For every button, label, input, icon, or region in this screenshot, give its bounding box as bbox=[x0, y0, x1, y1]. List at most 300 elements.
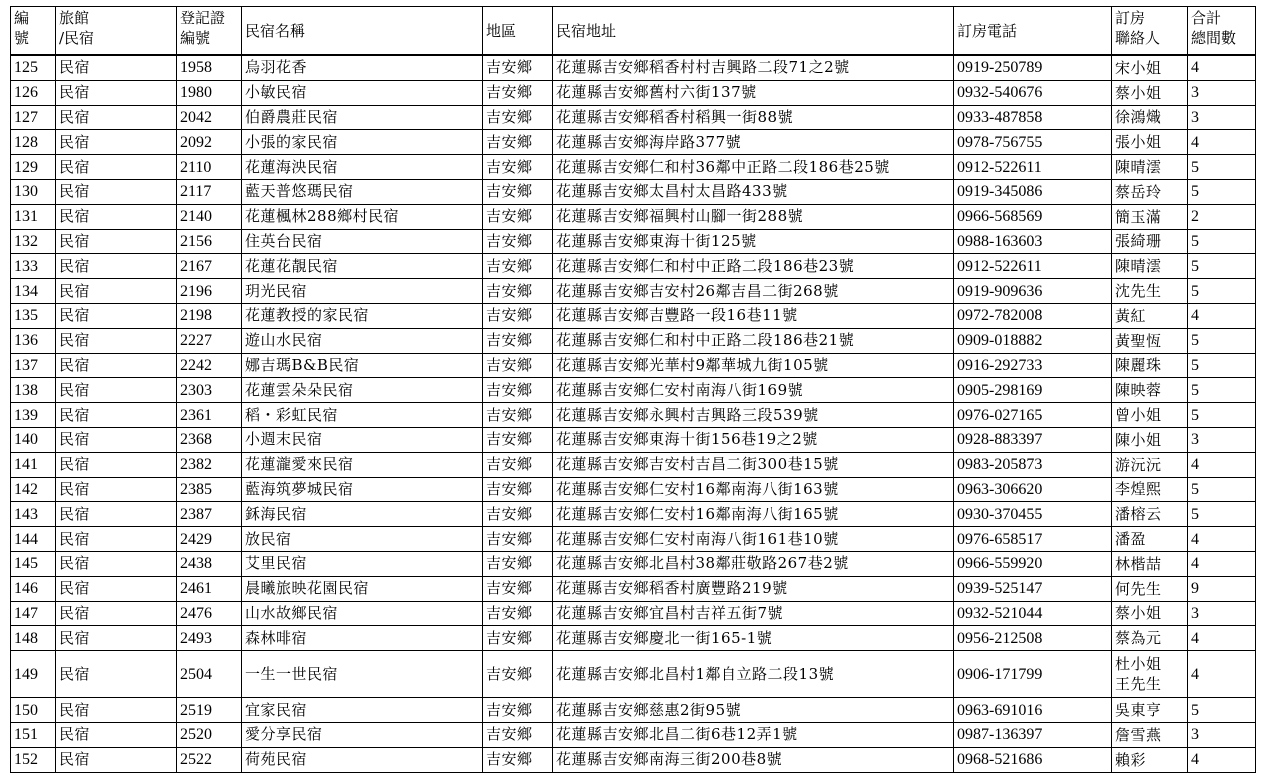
table-row bbox=[11, 403, 1256, 428]
cell-address: 花蓮縣吉安鄉稻香村村吉興路二段71之2號 bbox=[553, 55, 954, 80]
cell-address: 花蓮縣吉安鄉宜昌村吉祥五街7號 bbox=[553, 601, 954, 626]
cell-reg: 2156 bbox=[177, 229, 242, 254]
cell-reg: 2110 bbox=[177, 155, 242, 180]
cell-address: 花蓮縣吉安鄉仁和村中正路二段186巷23號 bbox=[553, 254, 954, 279]
cell-type: 民宿 bbox=[56, 576, 177, 601]
contact-name: 吳東亨 bbox=[1115, 701, 1162, 720]
cell-no: 140 bbox=[11, 427, 56, 452]
header-row bbox=[11, 7, 1256, 56]
cell-type: 民宿 bbox=[56, 527, 177, 552]
cell-rooms: 3 bbox=[1188, 105, 1256, 130]
header-address: 民宿地址 bbox=[553, 7, 954, 56]
cell-name: 花蓮海泱民宿 bbox=[242, 155, 483, 180]
cell-no: 129 bbox=[11, 155, 56, 180]
cell-name: 花蓮花靚民宿 bbox=[242, 254, 483, 279]
cell-name: 住英台民宿 bbox=[242, 229, 483, 254]
header-no: 編 號 bbox=[11, 7, 56, 56]
cell-reg: 2519 bbox=[177, 698, 242, 723]
contact-name: 李煌熙 bbox=[1115, 480, 1162, 499]
cell-reg: 2520 bbox=[177, 722, 242, 747]
cell-no: 126 bbox=[11, 80, 56, 105]
cell-contact bbox=[1112, 698, 1188, 723]
cell-name: 小週末民宿 bbox=[242, 427, 483, 452]
header-name: 民宿名稱 bbox=[242, 7, 483, 56]
cell-area: 吉安鄉 bbox=[483, 502, 553, 527]
cell-area: 吉安鄉 bbox=[483, 452, 553, 477]
contact-name: 徐鴻熾 bbox=[1115, 108, 1162, 127]
cell-name: 花蓮瀧愛來民宿 bbox=[242, 452, 483, 477]
cell-contact bbox=[1112, 155, 1188, 180]
cell-area: 吉安鄉 bbox=[483, 698, 553, 723]
cell-area: 吉安鄉 bbox=[483, 204, 553, 229]
cell-reg: 1980 bbox=[177, 80, 242, 105]
cell-contact bbox=[1112, 328, 1188, 353]
cell-reg: 2198 bbox=[177, 303, 242, 328]
cell-area: 吉安鄉 bbox=[483, 105, 553, 130]
cell-rooms: 9 bbox=[1188, 576, 1256, 601]
table-row bbox=[11, 427, 1256, 452]
table-row bbox=[11, 80, 1256, 105]
cell-area: 吉安鄉 bbox=[483, 179, 553, 204]
cell-phone: 0978-756755 bbox=[954, 130, 1112, 155]
cell-type: 民宿 bbox=[56, 722, 177, 747]
cell-phone: 0919-250789 bbox=[954, 55, 1112, 80]
cell-contact bbox=[1112, 452, 1188, 477]
cell-area: 吉安鄉 bbox=[483, 403, 553, 428]
cell-rooms: 5 bbox=[1188, 229, 1256, 254]
cell-phone: 0906-171799 bbox=[954, 651, 1112, 698]
cell-area: 吉安鄉 bbox=[483, 155, 553, 180]
cell-contact bbox=[1112, 204, 1188, 229]
cell-area: 吉安鄉 bbox=[483, 130, 553, 155]
cell-contact bbox=[1112, 105, 1188, 130]
cell-type: 民宿 bbox=[56, 747, 177, 772]
cell-reg: 2385 bbox=[177, 477, 242, 502]
contact-name: 黃紅 bbox=[1115, 306, 1147, 325]
table-row bbox=[11, 254, 1256, 279]
cell-reg: 2167 bbox=[177, 254, 242, 279]
table-row bbox=[11, 576, 1256, 601]
header-area: 地區 bbox=[483, 7, 553, 56]
table-row bbox=[11, 502, 1256, 527]
cell-reg: 2042 bbox=[177, 105, 242, 130]
cell-rooms: 5 bbox=[1188, 403, 1256, 428]
cell-type: 民宿 bbox=[56, 179, 177, 204]
cell-contact bbox=[1112, 477, 1188, 502]
cell-phone: 0912-522611 bbox=[954, 155, 1112, 180]
cell-reg: 2140 bbox=[177, 204, 242, 229]
cell-rooms: 5 bbox=[1188, 378, 1256, 403]
cell-name: 鉌海民宿 bbox=[242, 502, 483, 527]
cell-area: 吉安鄉 bbox=[483, 328, 553, 353]
cell-reg: 2092 bbox=[177, 130, 242, 155]
cell-address: 花蓮縣吉安鄉仁安村南海八街169號 bbox=[553, 378, 954, 403]
table-row bbox=[11, 55, 1256, 80]
cell-no: 128 bbox=[11, 130, 56, 155]
cell-type: 民宿 bbox=[56, 55, 177, 80]
cell-rooms: 4 bbox=[1188, 527, 1256, 552]
cell-phone: 0919-909636 bbox=[954, 279, 1112, 304]
cell-contact bbox=[1112, 576, 1188, 601]
cell-rooms: 5 bbox=[1188, 155, 1256, 180]
cell-rooms: 5 bbox=[1188, 179, 1256, 204]
cell-rooms: 5 bbox=[1188, 698, 1256, 723]
cell-no: 134 bbox=[11, 279, 56, 304]
cell-address: 花蓮縣吉安鄉仁安村16鄰南海八街165號 bbox=[553, 502, 954, 527]
cell-contact bbox=[1112, 601, 1188, 626]
cell-type: 民宿 bbox=[56, 477, 177, 502]
cell-name: 藍天普悠瑪民宿 bbox=[242, 179, 483, 204]
cell-no: 149 bbox=[11, 651, 56, 698]
cell-phone: 0916-292733 bbox=[954, 353, 1112, 378]
header-reg: 登記證 編號 bbox=[177, 7, 242, 56]
contact-name: 蔡小姐 bbox=[1115, 604, 1162, 623]
cell-name: 森林啡宿 bbox=[242, 626, 483, 651]
cell-address: 花蓮縣吉安鄉南海三街200巷8號 bbox=[553, 747, 954, 772]
cell-area: 吉安鄉 bbox=[483, 254, 553, 279]
cell-type: 民宿 bbox=[56, 204, 177, 229]
cell-phone: 0976-658517 bbox=[954, 527, 1112, 552]
cell-reg: 2303 bbox=[177, 378, 242, 403]
cell-area: 吉安鄉 bbox=[483, 378, 553, 403]
cell-reg: 2382 bbox=[177, 452, 242, 477]
cell-name: 荷苑民宿 bbox=[242, 747, 483, 772]
cell-contact bbox=[1112, 747, 1188, 772]
cell-phone: 0930-370455 bbox=[954, 502, 1112, 527]
cell-contact bbox=[1112, 130, 1188, 155]
cell-phone: 0988-163603 bbox=[954, 229, 1112, 254]
cell-name: 花蓮教授的家民宿 bbox=[242, 303, 483, 328]
cell-rooms: 5 bbox=[1188, 254, 1256, 279]
cell-name: 宜家民宿 bbox=[242, 698, 483, 723]
cell-address: 花蓮縣吉安鄉太昌村太昌路433號 bbox=[553, 179, 954, 204]
cell-contact bbox=[1112, 651, 1188, 698]
cell-name: 遊山水民宿 bbox=[242, 328, 483, 353]
cell-address: 花蓮縣吉安鄉慶北一街165-1號 bbox=[553, 626, 954, 651]
contact-name: 張綺珊 bbox=[1115, 232, 1162, 251]
contact-name: 張小姐 bbox=[1115, 133, 1162, 152]
cell-phone: 0933-487858 bbox=[954, 105, 1112, 130]
table-row bbox=[11, 651, 1256, 698]
cell-address: 花蓮縣吉安鄉稻香村稻興一街88號 bbox=[553, 105, 954, 130]
contact-name: 何先生 bbox=[1115, 579, 1162, 598]
cell-rooms: 3 bbox=[1188, 80, 1256, 105]
cell-phone: 0939-525147 bbox=[954, 576, 1112, 601]
table-row bbox=[11, 105, 1256, 130]
cell-no: 152 bbox=[11, 747, 56, 772]
table-row bbox=[11, 527, 1256, 552]
cell-address: 花蓮縣吉安鄉仁和村36鄰中正路二段186巷25號 bbox=[553, 155, 954, 180]
table-row bbox=[11, 279, 1256, 304]
cell-no: 133 bbox=[11, 254, 56, 279]
cell-type: 民宿 bbox=[56, 80, 177, 105]
cell-phone: 0928-883397 bbox=[954, 427, 1112, 452]
header-phone: 訂房電話 bbox=[954, 7, 1112, 56]
contact-name: 陳晴澐 bbox=[1115, 257, 1162, 276]
cell-phone: 0912-522611 bbox=[954, 254, 1112, 279]
cell-rooms: 4 bbox=[1188, 55, 1256, 80]
cell-reg: 2461 bbox=[177, 576, 242, 601]
cell-area: 吉安鄉 bbox=[483, 601, 553, 626]
cell-reg: 2368 bbox=[177, 427, 242, 452]
cell-no: 138 bbox=[11, 378, 56, 403]
cell-no: 135 bbox=[11, 303, 56, 328]
cell-reg: 2117 bbox=[177, 179, 242, 204]
cell-rooms: 5 bbox=[1188, 328, 1256, 353]
cell-address: 花蓮縣吉安鄉海岸路377號 bbox=[553, 130, 954, 155]
cell-address: 花蓮縣吉安鄉光華村9鄰華城九街105號 bbox=[553, 353, 954, 378]
header-type: 旅館 /民宿 bbox=[56, 7, 177, 56]
cell-area: 吉安鄉 bbox=[483, 303, 553, 328]
cell-address: 花蓮縣吉安鄉吉安村吉昌二街300巷15號 bbox=[553, 452, 954, 477]
cell-reg: 2196 bbox=[177, 279, 242, 304]
table-row bbox=[11, 155, 1256, 180]
table-row bbox=[11, 747, 1256, 772]
table-row bbox=[11, 179, 1256, 204]
cell-phone: 0956-212508 bbox=[954, 626, 1112, 651]
cell-rooms: 4 bbox=[1188, 747, 1256, 772]
cell-no: 147 bbox=[11, 601, 56, 626]
contact-name: 陳映蓉 bbox=[1115, 381, 1162, 400]
cell-reg: 2387 bbox=[177, 502, 242, 527]
contact-name: 黃聖恆 bbox=[1115, 331, 1162, 350]
cell-type: 民宿 bbox=[56, 254, 177, 279]
cell-rooms: 4 bbox=[1188, 452, 1256, 477]
cell-contact bbox=[1112, 427, 1188, 452]
cell-reg: 2493 bbox=[177, 626, 242, 651]
cell-address: 花蓮縣吉安鄉仁安村16鄰南海八街163號 bbox=[553, 477, 954, 502]
cell-address: 花蓮縣吉安鄉東海十街156巷19之2號 bbox=[553, 427, 954, 452]
cell-contact bbox=[1112, 353, 1188, 378]
cell-contact bbox=[1112, 179, 1188, 204]
table-row bbox=[11, 722, 1256, 747]
cell-area: 吉安鄉 bbox=[483, 477, 553, 502]
cell-type: 民宿 bbox=[56, 279, 177, 304]
cell-type: 民宿 bbox=[56, 303, 177, 328]
cell-name: 玥光民宿 bbox=[242, 279, 483, 304]
cell-address: 花蓮縣吉安鄉北昌二街6巷12弄1號 bbox=[553, 722, 954, 747]
cell-address: 花蓮縣吉安鄉東海十街125號 bbox=[553, 229, 954, 254]
cell-area: 吉安鄉 bbox=[483, 55, 553, 80]
cell-contact bbox=[1112, 403, 1188, 428]
table-row bbox=[11, 229, 1256, 254]
cell-phone: 0909-018882 bbox=[954, 328, 1112, 353]
cell-area: 吉安鄉 bbox=[483, 626, 553, 651]
cell-name: 晨曦旅映花園民宿 bbox=[242, 576, 483, 601]
cell-name: 放民宿 bbox=[242, 527, 483, 552]
cell-contact bbox=[1112, 229, 1188, 254]
cell-no: 130 bbox=[11, 179, 56, 204]
cell-rooms: 5 bbox=[1188, 477, 1256, 502]
contact-name: 蔡岳玲 bbox=[1115, 182, 1162, 201]
cell-address: 花蓮縣吉安鄉慈惠2街95號 bbox=[553, 698, 954, 723]
cell-reg: 1958 bbox=[177, 55, 242, 80]
cell-no: 151 bbox=[11, 722, 56, 747]
contact-name: 蔡為元 bbox=[1115, 629, 1162, 648]
table-row bbox=[11, 477, 1256, 502]
table-row bbox=[11, 353, 1256, 378]
cell-phone: 0905-298169 bbox=[954, 378, 1112, 403]
cell-no: 148 bbox=[11, 626, 56, 651]
cell-phone: 0919-345086 bbox=[954, 179, 1112, 204]
contact-name: 賴彩 bbox=[1115, 750, 1147, 769]
cell-no: 131 bbox=[11, 204, 56, 229]
cell-name: 小敏民宿 bbox=[242, 80, 483, 105]
cell-area: 吉安鄉 bbox=[483, 651, 553, 698]
cell-address: 花蓮縣吉安鄉吉安村26鄰吉昌二街268號 bbox=[553, 279, 954, 304]
cell-name: 稻・彩虹民宿 bbox=[242, 403, 483, 428]
table-row bbox=[11, 626, 1256, 651]
cell-area: 吉安鄉 bbox=[483, 80, 553, 105]
cell-name: 花蓮雲朵朵民宿 bbox=[242, 378, 483, 403]
header-rooms: 合計 總間數 bbox=[1188, 7, 1256, 56]
contact-name: 游沅沅 bbox=[1115, 455, 1162, 474]
cell-contact bbox=[1112, 502, 1188, 527]
contact-name: 曾小姐 bbox=[1115, 406, 1162, 425]
cell-phone: 0987-136397 bbox=[954, 722, 1112, 747]
cell-name: 小張的家民宿 bbox=[242, 130, 483, 155]
cell-phone: 0966-559920 bbox=[954, 551, 1112, 576]
cell-rooms: 4 bbox=[1188, 551, 1256, 576]
cell-name: 愛分享民宿 bbox=[242, 722, 483, 747]
cell-area: 吉安鄉 bbox=[483, 279, 553, 304]
cell-rooms: 5 bbox=[1188, 279, 1256, 304]
cell-contact bbox=[1112, 551, 1188, 576]
cell-contact bbox=[1112, 626, 1188, 651]
cell-contact bbox=[1112, 80, 1188, 105]
cell-reg: 2438 bbox=[177, 551, 242, 576]
contact-name: 沈先生 bbox=[1115, 282, 1162, 301]
cell-area: 吉安鄉 bbox=[483, 353, 553, 378]
cell-area: 吉安鄉 bbox=[483, 747, 553, 772]
cell-type: 民宿 bbox=[56, 353, 177, 378]
cell-contact bbox=[1112, 378, 1188, 403]
cell-reg: 2361 bbox=[177, 403, 242, 428]
cell-address: 花蓮縣吉安鄉北昌村1鄰自立路二段13號 bbox=[553, 651, 954, 698]
cell-address: 花蓮縣吉安鄉稻香村廣豐路219號 bbox=[553, 576, 954, 601]
cell-no: 125 bbox=[11, 55, 56, 80]
cell-contact bbox=[1112, 303, 1188, 328]
cell-no: 146 bbox=[11, 576, 56, 601]
cell-reg: 2242 bbox=[177, 353, 242, 378]
contact-name: 詹雪燕 bbox=[1115, 725, 1162, 744]
cell-no: 150 bbox=[11, 698, 56, 723]
cell-reg: 2227 bbox=[177, 328, 242, 353]
contact-name: 簡玉滿 bbox=[1115, 207, 1162, 226]
cell-type: 民宿 bbox=[56, 378, 177, 403]
cell-no: 136 bbox=[11, 328, 56, 353]
contact-name: 杜小姐 bbox=[1115, 655, 1162, 674]
cell-phone: 0968-521686 bbox=[954, 747, 1112, 772]
cell-name: 艾里民宿 bbox=[242, 551, 483, 576]
cell-type: 民宿 bbox=[56, 155, 177, 180]
cell-address: 花蓮縣吉安鄉北昌村38鄰莊敬路267巷2號 bbox=[553, 551, 954, 576]
cell-address: 花蓮縣吉安鄉仁安村南海八街161巷10號 bbox=[553, 527, 954, 552]
table-row bbox=[11, 328, 1256, 353]
cell-address: 花蓮縣吉安鄉仁和村中正路二段186巷21號 bbox=[553, 328, 954, 353]
cell-name: 一生一世民宿 bbox=[242, 651, 483, 698]
cell-area: 吉安鄉 bbox=[483, 551, 553, 576]
contact-name: 林楷喆 bbox=[1115, 554, 1162, 573]
table-row bbox=[11, 698, 1256, 723]
cell-phone: 0932-521044 bbox=[954, 601, 1112, 626]
cell-rooms: 4 bbox=[1188, 651, 1256, 698]
cell-no: 145 bbox=[11, 551, 56, 576]
cell-rooms: 5 bbox=[1188, 502, 1256, 527]
cell-type: 民宿 bbox=[56, 328, 177, 353]
cell-type: 民宿 bbox=[56, 651, 177, 698]
cell-type: 民宿 bbox=[56, 452, 177, 477]
cell-rooms: 4 bbox=[1188, 303, 1256, 328]
cell-reg: 2522 bbox=[177, 747, 242, 772]
table-row bbox=[11, 452, 1256, 477]
cell-contact bbox=[1112, 254, 1188, 279]
cell-address: 花蓮縣吉安鄉福興村山腳一街288號 bbox=[553, 204, 954, 229]
table-row bbox=[11, 551, 1256, 576]
cell-phone: 0966-568569 bbox=[954, 204, 1112, 229]
contact-name: 陳小姐 bbox=[1115, 430, 1162, 449]
contact-name: 王先生 bbox=[1115, 675, 1162, 694]
cell-name: 伯爵農莊民宿 bbox=[242, 105, 483, 130]
cell-address: 花蓮縣吉安鄉永興村吉興路三段539號 bbox=[553, 403, 954, 428]
cell-rooms: 4 bbox=[1188, 626, 1256, 651]
cell-reg: 2476 bbox=[177, 601, 242, 626]
cell-phone: 0963-306620 bbox=[954, 477, 1112, 502]
cell-reg: 2429 bbox=[177, 527, 242, 552]
table-row bbox=[11, 601, 1256, 626]
cell-type: 民宿 bbox=[56, 427, 177, 452]
cell-no: 139 bbox=[11, 403, 56, 428]
cell-type: 民宿 bbox=[56, 698, 177, 723]
cell-no: 137 bbox=[11, 353, 56, 378]
contact-name: 陳麗珠 bbox=[1115, 356, 1162, 375]
contact-name: 蔡小姐 bbox=[1115, 83, 1162, 102]
cell-type: 民宿 bbox=[56, 601, 177, 626]
cell-no: 132 bbox=[11, 229, 56, 254]
table-row bbox=[11, 378, 1256, 403]
cell-no: 142 bbox=[11, 477, 56, 502]
table-row bbox=[11, 303, 1256, 328]
cell-phone: 0963-691016 bbox=[954, 698, 1112, 723]
cell-reg: 2504 bbox=[177, 651, 242, 698]
cell-address: 花蓮縣吉安鄉吉豐路一段16巷11號 bbox=[553, 303, 954, 328]
cell-phone: 0972-782008 bbox=[954, 303, 1112, 328]
cell-name: 烏羽花香 bbox=[242, 55, 483, 80]
cell-no: 141 bbox=[11, 452, 56, 477]
contact-name: 潘榕云 bbox=[1115, 505, 1162, 524]
cell-rooms: 5 bbox=[1188, 353, 1256, 378]
cell-rooms: 3 bbox=[1188, 427, 1256, 452]
cell-type: 民宿 bbox=[56, 502, 177, 527]
cell-rooms: 4 bbox=[1188, 130, 1256, 155]
cell-no: 143 bbox=[11, 502, 56, 527]
cell-rooms: 3 bbox=[1188, 722, 1256, 747]
cell-contact bbox=[1112, 527, 1188, 552]
cell-contact bbox=[1112, 279, 1188, 304]
cell-name: 花蓮楓林288鄉村民宿 bbox=[242, 204, 483, 229]
cell-area: 吉安鄉 bbox=[483, 722, 553, 747]
cell-type: 民宿 bbox=[56, 229, 177, 254]
cell-address: 花蓮縣吉安鄉舊村六街137號 bbox=[553, 80, 954, 105]
cell-name: 娜吉瑪B&B民宿 bbox=[242, 353, 483, 378]
cell-type: 民宿 bbox=[56, 105, 177, 130]
cell-contact bbox=[1112, 55, 1188, 80]
homestay-table bbox=[10, 6, 1256, 773]
cell-rooms: 2 bbox=[1188, 204, 1256, 229]
cell-phone: 0976-027165 bbox=[954, 403, 1112, 428]
cell-area: 吉安鄉 bbox=[483, 427, 553, 452]
cell-area: 吉安鄉 bbox=[483, 229, 553, 254]
